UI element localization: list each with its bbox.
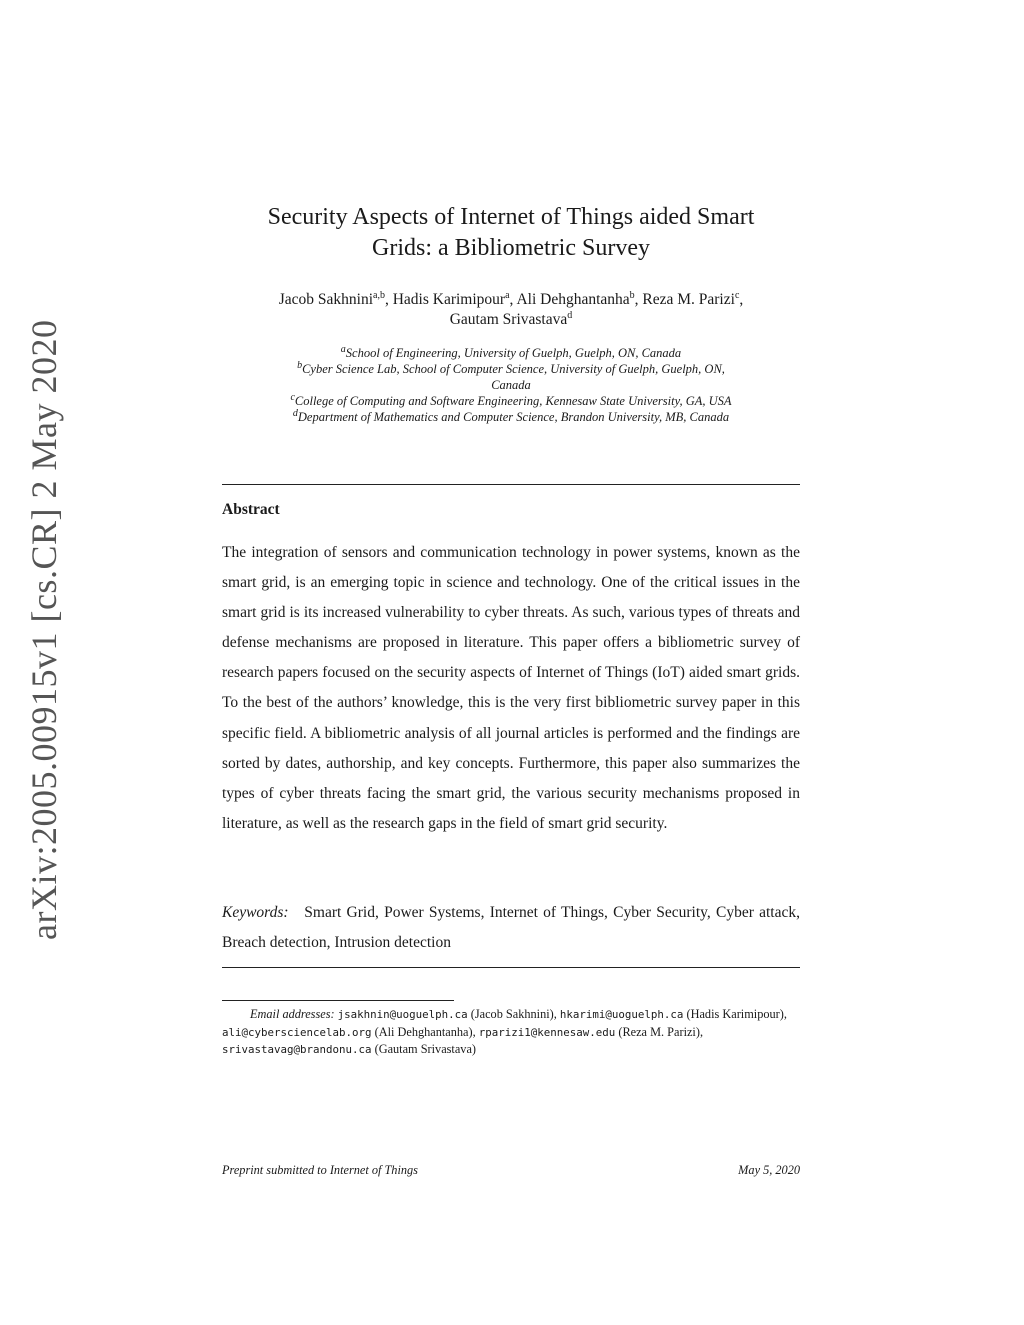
email-link[interactable]: rparizi1@kennesaw.edu [478, 1025, 616, 1039]
arxiv-identifier[interactable]: arXiv:2005.00915v1 [cs.CR] 2 May 2020 [24, 319, 64, 940]
author-mark: c [734, 289, 740, 301]
author-line-1: Jacob Sakhnini$^{a,b}$, Hadis Karimipour$^a$, Ali Dehghantanha$^b$, Reza M. Parizi$^c$, [278, 289, 744, 308]
email-link[interactable]: jsakhnin@uoguelph.ca [337, 1008, 468, 1021]
author-line-2 [222, 310, 800, 330]
keywords-text: Smart Grid, Power Systems, Internet of Things, Cyber Security, Cyber attack, Breach detection, Intrusion detection [222, 904, 801, 952]
affiliation-item: $^c$College of Computing and Software Engineering, Kennesaw State University, GA, USA [290, 391, 732, 408]
author-mark: b [629, 289, 635, 301]
email-label: Email addresses: [250, 1007, 335, 1021]
author-mark: a,b [373, 289, 385, 301]
author-list [222, 290, 800, 330]
abstract-heading: Abstract [222, 501, 280, 518]
email-link[interactable]: srivastavag@brandonu.ca [222, 1043, 372, 1056]
author-mark: d [567, 309, 573, 321]
footer-date: May 5, 2020 [738, 1163, 800, 1177]
author-name: Ali Dehghantanha [516, 291, 630, 308]
email-footnote [222, 1006, 802, 1059]
abstract-text: The integration of sensors and communication technology in power systems, known as the smart grid, is an emerging topic in science and technology. One of the critical issues in the smart grid is its increased vulnerability to cyber threats. As such, various types of threats and defense mechanisms are proposed in literature. This paper offers a bibliometric survey of research papers focused on the security aspects of Internet of Things (IoT) aided smart grids. To the best of the authors’ knowledge, this is the very first bibliometric survey paper in this specific field. A bibliometric analysis of all journal articles is performed and the findings are sorted by dates, authorship, and key concepts. Furthermore, this paper also summarizes the types of cyber threats facing the smart grid, the various security mechanisms proposed in literature, as well as the research gaps in the field of smart grid security. [222, 544, 800, 832]
author-name: Reza M. Parizi [642, 291, 735, 308]
affiliation-list [222, 345, 800, 425]
footer-journal: Preprint submitted to Internet of Things [222, 1163, 418, 1177]
footnote-rule [222, 1000, 454, 1001]
email-link[interactable]: ali@cybersciencelab.org [222, 1025, 372, 1039]
author-mark: a [505, 289, 510, 301]
affiliation-item: $^b$Cyber Science Lab, School of Computer Science, University of Guelph, Guelph, ON, [297, 359, 725, 376]
paper-title [222, 202, 800, 264]
abstract-body [222, 538, 800, 839]
author-name: Gautam Srivastava [449, 311, 568, 328]
affiliation-item: $^a$School of Engineering, University of Guelph, Guelph, ON, Canada [340, 343, 682, 360]
abstract-top-rule [222, 484, 800, 485]
email-link[interactable]: hkarimi@uoguelph.ca [559, 1008, 684, 1021]
title-line-1: Security Aspects of Internet of Things aided Smart [267, 204, 755, 230]
abstract-bottom-rule [222, 967, 800, 968]
title-line-2: Grids: a Bibliometric Survey [372, 235, 650, 261]
keywords-block [222, 898, 800, 958]
keywords-label: Keywords: [222, 904, 289, 921]
email-owner: (Gautam Srivastava) [374, 1042, 477, 1056]
email-owner: (Hadis Karimipour), [686, 1007, 787, 1021]
affiliation-item-continued: Canada [491, 378, 531, 392]
email-owner: (Reza M. Parizi), [618, 1024, 704, 1039]
email-owner: (Ali Dehghantanha), [374, 1024, 476, 1039]
affiliation-item: $^d$Department of Mathematics and Computer Science, Brandon University, MB, Canada [292, 407, 730, 424]
page-footer [222, 1163, 800, 1178]
author-name: Hadis Karimipour [392, 291, 506, 308]
email-owner: (Jacob Sakhnini), [470, 1007, 557, 1021]
author-name: Jacob Sakhnini [278, 291, 374, 308]
